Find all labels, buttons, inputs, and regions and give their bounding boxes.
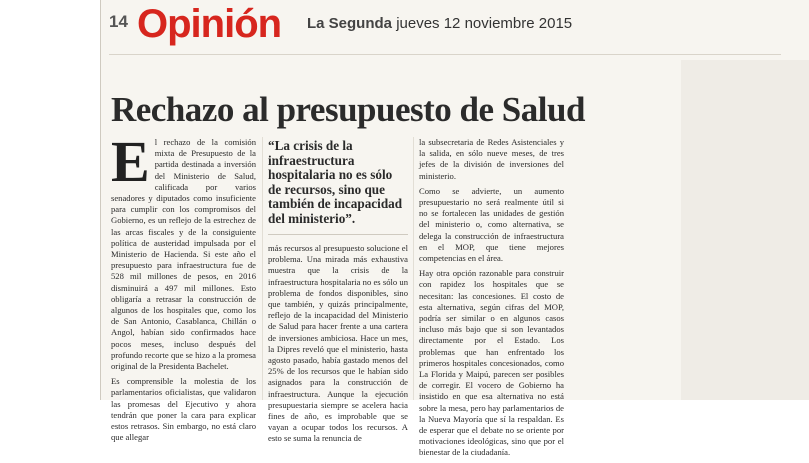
article-column-1 [111,129,256,447]
paragraph: Hay otra opción razonable para construir con rapidez los hospitales que se necesitan: las concesiones. El costo de esta alternativa, según cifras del MOP, podría ser similar o en algunos casos incluso más bajo que si son levantados directamente por el Estado. Los problemas que han enfrentado los primeros hospitales concesionados, como La Florida y Maipú, parecen ser posibles de corregir. El vocero de Gobierno ha insistido en que esa alternativa no está sobre la mesa, pero hay parlamentarios de la Nueva Mayoría que sí la respaldan. Es de esperar que el debate no se oriente por motivaciones ideológicas, sino que por el bienestar de la ciudadanía. [419,268,564,458]
pull-quote-divider [268,234,408,235]
paragraph: Como se advierte, un aumento presupuestario no será realmente útil si no se fortalecen las unidades de gestión del ministerio o, como alternativa, se delega la construcción de infraestructura en el MOP, que tiene mejores competencias en el área. [419,185,564,264]
paragraph: la subsecretaria de Redes Asistenciales y la salida, en sólo nueve meses, de tres jefes de la división de inversiones del ministerio. [419,137,564,181]
paragraph: Es comprensible la molestia de los parlamentarios oficialistas, que validaron las promesas del Ejecutivo y ahora tendrán que poner la cara para explicar estos retrasos. Sin embargo, no está claro que allegar [111,376,256,443]
article-column-3 [419,137,564,463]
drop-cap: E [111,129,150,194]
page-number: 14 [109,12,128,31]
header-divider [109,54,781,55]
column-divider [262,137,263,400]
masthead [307,15,572,32]
paragraph: más recursos al presupuesto solucione el problema. Una mirada más exhaustiva muestra que la crisis de la infraestructura hospitalaria no es sólo un problema de fondos disponibles, sino que también, y quizás principalmente, reflejo de la incapacidad del Ministerio de Salud para hacer frente a una cartera de inversiones ambiciosa. Hace un mes, la Dipres reveló que el ministerio, hasta agosto pasado, había gastado menos del 25% de los recursos que le habían sido asignados para la construcción de infraestructura. Aunque la ejecución presupuestaria siempre se acelera hacia fines de año, es improbable que se vayan a ocupar todos los recursos. A esto se suma la renuncia de [268,243,408,444]
paragraph [111,129,256,372]
section-title: Opinión [137,2,282,46]
newspaper-page [100,0,809,458]
column-divider [413,137,414,400]
brand-name: La Segunda [307,15,393,32]
article-column-2 [268,137,408,449]
publication-date: jueves 12 noviembre 2015 [396,15,573,32]
article-headline: Rechazo al presupuesto de Salud [111,90,585,129]
paragraph-text: l rechazo de la comisión mixta de Presupuesto de la partida destinada a inversión del Ministerio de Salud, calificada por varios senadores y diputados como insuficiente para cumplir con los compromisos del Gobierno, es un reflejo de la estrechez de las arcas fiscales y de la consiguiente política de austeridad impulsada por el Ministerio de Hacienda. Si este año el presupuesto para infraestructura fue de 528 mil millones de pesos, en 2016 disminuirá a 497 mil millones. Esto obligaría a retrasar la construcción de algunos de los hospitales que, como los de San Antonio, Casablanca, Chillán o Angol, habían sido confirmados hace pocos meses, incluso después del profundo recorte que se hizo a la promesa original de la Presidenta Bachelet. [111,137,256,372]
pull-quote: “La crisis de la infraestructura hospitalaria no es sólo de recursos, sino que también de incapacidad del ministerio”. [268,138,403,226]
